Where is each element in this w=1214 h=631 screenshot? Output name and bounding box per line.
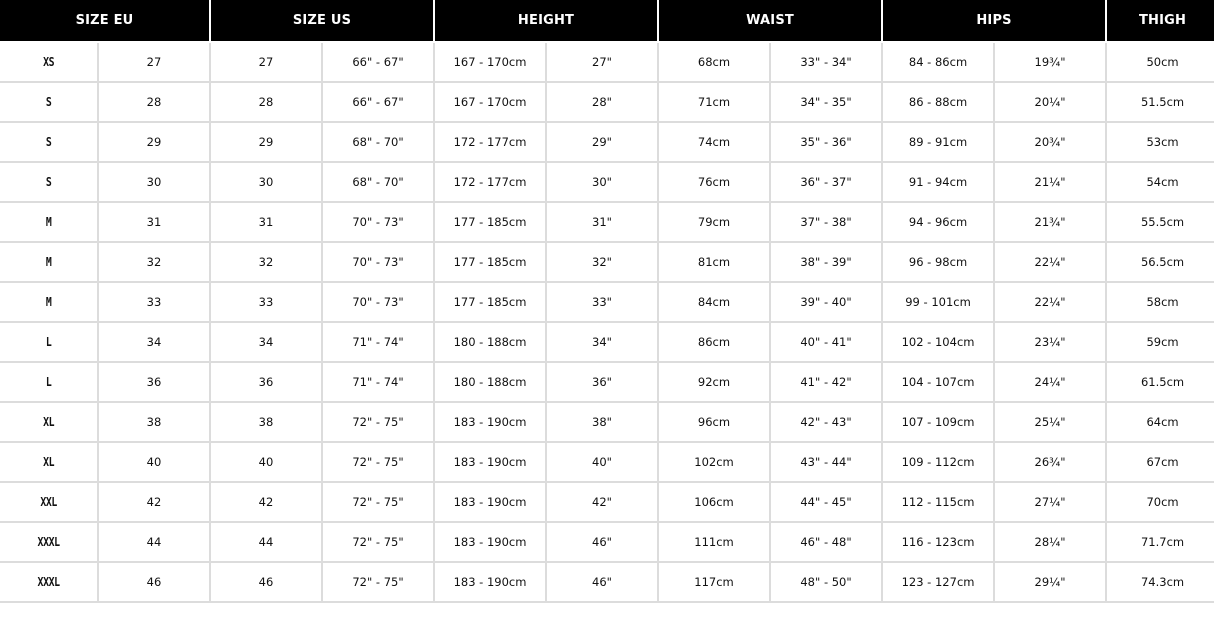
height-cm-cell: 183 - 190cm	[434, 482, 546, 522]
hips-cm-cell: 94 - 96cm	[882, 202, 994, 242]
waist-cm-cell: 76cm	[658, 162, 770, 202]
table-row	[0, 282, 1214, 322]
height-cm-cell: 177 - 185cm	[434, 202, 546, 242]
size-letter-cell: XL	[9, 442, 89, 482]
waist-cm-cell: 102cm	[658, 442, 770, 482]
thigh-cm-cell: 71.7cm	[1106, 522, 1214, 562]
size-letter-cell: S	[9, 82, 89, 122]
thigh-inches-cell: 22¼"	[994, 242, 1106, 282]
table-header	[0, 0, 1214, 42]
table-row	[0, 322, 1214, 362]
height-inches-cell: 71" - 74"	[322, 322, 434, 362]
header-size-us: SIZE US	[210, 0, 434, 42]
size-eu-cell: 30	[98, 162, 210, 202]
thigh-inches-cell: 26¾"	[994, 442, 1106, 482]
thigh-cm-cell: 59cm	[1106, 322, 1214, 362]
size-us-cell: 28	[210, 82, 322, 122]
table-row	[0, 402, 1214, 442]
hips-inches-cell: 42" - 43"	[770, 402, 882, 442]
thigh-inches-cell: 27¼"	[994, 482, 1106, 522]
size-us-cell: 31	[210, 202, 322, 242]
hips-inches-cell: 48" - 50"	[770, 562, 882, 602]
hips-inches-cell: 43" - 44"	[770, 442, 882, 482]
waist-cm-cell: 84cm	[658, 282, 770, 322]
height-cm-cell: 183 - 190cm	[434, 522, 546, 562]
height-inches-cell: 70" - 73"	[322, 282, 434, 322]
waist-inches-cell: 28"	[546, 82, 658, 122]
waist-cm-cell: 74cm	[658, 122, 770, 162]
thigh-cm-cell: 58cm	[1106, 282, 1214, 322]
waist-cm-cell: 96cm	[658, 402, 770, 442]
height-cm-cell: 183 - 190cm	[434, 562, 546, 602]
height-inches-cell: 72" - 75"	[322, 562, 434, 602]
size-us-cell: 44	[210, 522, 322, 562]
height-inches-cell: 72" - 75"	[322, 522, 434, 562]
size-us-cell: 30	[210, 162, 322, 202]
hips-cm-cell: 96 - 98cm	[882, 242, 994, 282]
thigh-inches-cell: 25¼"	[994, 402, 1106, 442]
waist-inches-cell: 42"	[546, 482, 658, 522]
size-eu-cell: 38	[98, 402, 210, 442]
height-inches-cell: 72" - 75"	[322, 482, 434, 522]
size-letter-cell: XS	[9, 42, 89, 82]
table-body	[0, 42, 1214, 602]
thigh-cm-cell: 74.3cm	[1106, 562, 1214, 602]
table-row	[0, 242, 1214, 282]
size-us-cell: 27	[210, 42, 322, 82]
size-letter-cell: XL	[9, 402, 89, 442]
height-inches-cell: 70" - 73"	[322, 242, 434, 282]
height-cm-cell: 177 - 185cm	[434, 282, 546, 322]
waist-inches-cell: 33"	[546, 282, 658, 322]
waist-cm-cell: 92cm	[658, 362, 770, 402]
size-us-cell: 46	[210, 562, 322, 602]
waist-inches-cell: 40"	[546, 442, 658, 482]
thigh-inches-cell: 22¼"	[994, 282, 1106, 322]
thigh-cm-cell: 53cm	[1106, 122, 1214, 162]
size-us-cell: 42	[210, 482, 322, 522]
thigh-inches-cell: 21¾"	[994, 202, 1106, 242]
header-thigh: THIGH	[1106, 0, 1214, 42]
size-eu-cell: 28	[98, 82, 210, 122]
header-height: HEIGHT	[434, 0, 658, 42]
table-row	[0, 122, 1214, 162]
hips-cm-cell: 89 - 91cm	[882, 122, 994, 162]
height-cm-cell: 180 - 188cm	[434, 322, 546, 362]
waist-inches-cell: 46"	[546, 562, 658, 602]
size-eu-cell: 27	[98, 42, 210, 82]
size-letter-cell: S	[9, 122, 89, 162]
hips-cm-cell: 84 - 86cm	[882, 42, 994, 82]
hips-cm-cell: 102 - 104cm	[882, 322, 994, 362]
size-us-cell: 34	[210, 322, 322, 362]
thigh-inches-cell: 29¼"	[994, 562, 1106, 602]
hips-inches-cell: 34" - 35"	[770, 82, 882, 122]
height-inches-cell: 72" - 75"	[322, 442, 434, 482]
size-letter-cell: M	[9, 202, 89, 242]
hips-inches-cell: 36" - 37"	[770, 162, 882, 202]
hips-inches-cell: 33" - 34"	[770, 42, 882, 82]
table-row	[0, 522, 1214, 562]
height-cm-cell: 183 - 190cm	[434, 402, 546, 442]
waist-inches-cell: 31"	[546, 202, 658, 242]
waist-cm-cell: 81cm	[658, 242, 770, 282]
thigh-cm-cell: 61.5cm	[1106, 362, 1214, 402]
hips-cm-cell: 107 - 109cm	[882, 402, 994, 442]
hips-cm-cell: 123 - 127cm	[882, 562, 994, 602]
size-eu-cell: 33	[98, 282, 210, 322]
waist-cm-cell: 71cm	[658, 82, 770, 122]
height-cm-cell: 167 - 170cm	[434, 42, 546, 82]
height-inches-cell: 71" - 74"	[322, 362, 434, 402]
hips-cm-cell: 86 - 88cm	[882, 82, 994, 122]
table-row	[0, 42, 1214, 82]
hips-inches-cell: 39" - 40"	[770, 282, 882, 322]
size-eu-cell: 46	[98, 562, 210, 602]
size-eu-cell: 32	[98, 242, 210, 282]
height-inches-cell: 72" - 75"	[322, 402, 434, 442]
table-row	[0, 562, 1214, 602]
height-cm-cell: 172 - 177cm	[434, 162, 546, 202]
thigh-inches-cell: 19¾"	[994, 42, 1106, 82]
height-cm-cell: 180 - 188cm	[434, 362, 546, 402]
waist-cm-cell: 68cm	[658, 42, 770, 82]
thigh-inches-cell: 20¾"	[994, 122, 1106, 162]
table-row	[0, 82, 1214, 122]
table-row	[0, 442, 1214, 482]
hips-inches-cell: 35" - 36"	[770, 122, 882, 162]
waist-cm-cell: 111cm	[658, 522, 770, 562]
thigh-inches-cell: 21¼"	[994, 162, 1106, 202]
hips-inches-cell: 41" - 42"	[770, 362, 882, 402]
waist-cm-cell: 106cm	[658, 482, 770, 522]
height-cm-cell: 167 - 170cm	[434, 82, 546, 122]
thigh-inches-cell: 23¼"	[994, 322, 1106, 362]
waist-inches-cell: 34"	[546, 322, 658, 362]
hips-cm-cell: 109 - 112cm	[882, 442, 994, 482]
size-eu-cell: 36	[98, 362, 210, 402]
size-us-cell: 33	[210, 282, 322, 322]
size-us-cell: 29	[210, 122, 322, 162]
waist-inches-cell: 27"	[546, 42, 658, 82]
header-hips: HIPS	[882, 0, 1106, 42]
hips-inches-cell: 44" - 45"	[770, 482, 882, 522]
height-inches-cell: 68" - 70"	[322, 162, 434, 202]
size-eu-cell: 40	[98, 442, 210, 482]
waist-inches-cell: 32"	[546, 242, 658, 282]
table-row	[0, 162, 1214, 202]
waist-inches-cell: 29"	[546, 122, 658, 162]
size-letter-cell: S	[9, 162, 89, 202]
thigh-cm-cell: 70cm	[1106, 482, 1214, 522]
thigh-inches-cell: 24¼"	[994, 362, 1106, 402]
size-eu-cell: 34	[98, 322, 210, 362]
height-inches-cell: 66" - 67"	[322, 82, 434, 122]
thigh-cm-cell: 51.5cm	[1106, 82, 1214, 122]
waist-cm-cell: 79cm	[658, 202, 770, 242]
table-row	[0, 482, 1214, 522]
size-eu-cell: 44	[98, 522, 210, 562]
hips-cm-cell: 104 - 107cm	[882, 362, 994, 402]
size-us-cell: 38	[210, 402, 322, 442]
header-size-eu: SIZE EU	[0, 0, 210, 42]
hips-inches-cell: 38" - 39"	[770, 242, 882, 282]
thigh-cm-cell: 54cm	[1106, 162, 1214, 202]
hips-inches-cell: 37" - 38"	[770, 202, 882, 242]
size-us-cell: 36	[210, 362, 322, 402]
height-inches-cell: 66" - 67"	[322, 42, 434, 82]
size-eu-cell: 42	[98, 482, 210, 522]
thigh-inches-cell: 28¼"	[994, 522, 1106, 562]
height-inches-cell: 68" - 70"	[322, 122, 434, 162]
hips-cm-cell: 91 - 94cm	[882, 162, 994, 202]
waist-cm-cell: 117cm	[658, 562, 770, 602]
size-letter-cell: M	[9, 282, 89, 322]
height-cm-cell: 172 - 177cm	[434, 122, 546, 162]
thigh-inches-cell: 20¼"	[994, 82, 1106, 122]
size-us-cell: 32	[210, 242, 322, 282]
size-letter-cell: L	[9, 362, 89, 402]
waist-cm-cell: 86cm	[658, 322, 770, 362]
hips-cm-cell: 112 - 115cm	[882, 482, 994, 522]
thigh-cm-cell: 55.5cm	[1106, 202, 1214, 242]
hips-inches-cell: 40" - 41"	[770, 322, 882, 362]
thigh-cm-cell: 50cm	[1106, 42, 1214, 82]
size-letter-cell: M	[9, 242, 89, 282]
waist-inches-cell: 38"	[546, 402, 658, 442]
size-eu-cell: 29	[98, 122, 210, 162]
waist-inches-cell: 36"	[546, 362, 658, 402]
height-inches-cell: 70" - 73"	[322, 202, 434, 242]
table-row	[0, 362, 1214, 402]
hips-cm-cell: 99 - 101cm	[882, 282, 994, 322]
height-cm-cell: 177 - 185cm	[434, 242, 546, 282]
waist-inches-cell: 46"	[546, 522, 658, 562]
size-letter-cell: XXXL	[9, 522, 89, 562]
header-waist: WAIST	[658, 0, 882, 42]
waist-inches-cell: 30"	[546, 162, 658, 202]
size-us-cell: 40	[210, 442, 322, 482]
hips-inches-cell: 46" - 48"	[770, 522, 882, 562]
size-eu-cell: 31	[98, 202, 210, 242]
thigh-cm-cell: 56.5cm	[1106, 242, 1214, 282]
size-letter-cell: XXXL	[9, 562, 89, 602]
size-letter-cell: L	[9, 322, 89, 362]
thigh-cm-cell: 64cm	[1106, 402, 1214, 442]
height-cm-cell: 183 - 190cm	[434, 442, 546, 482]
table-row	[0, 202, 1214, 242]
hips-cm-cell: 116 - 123cm	[882, 522, 994, 562]
header-row	[0, 0, 1214, 42]
thigh-cm-cell: 67cm	[1106, 442, 1214, 482]
size-letter-cell: XXL	[9, 482, 89, 522]
